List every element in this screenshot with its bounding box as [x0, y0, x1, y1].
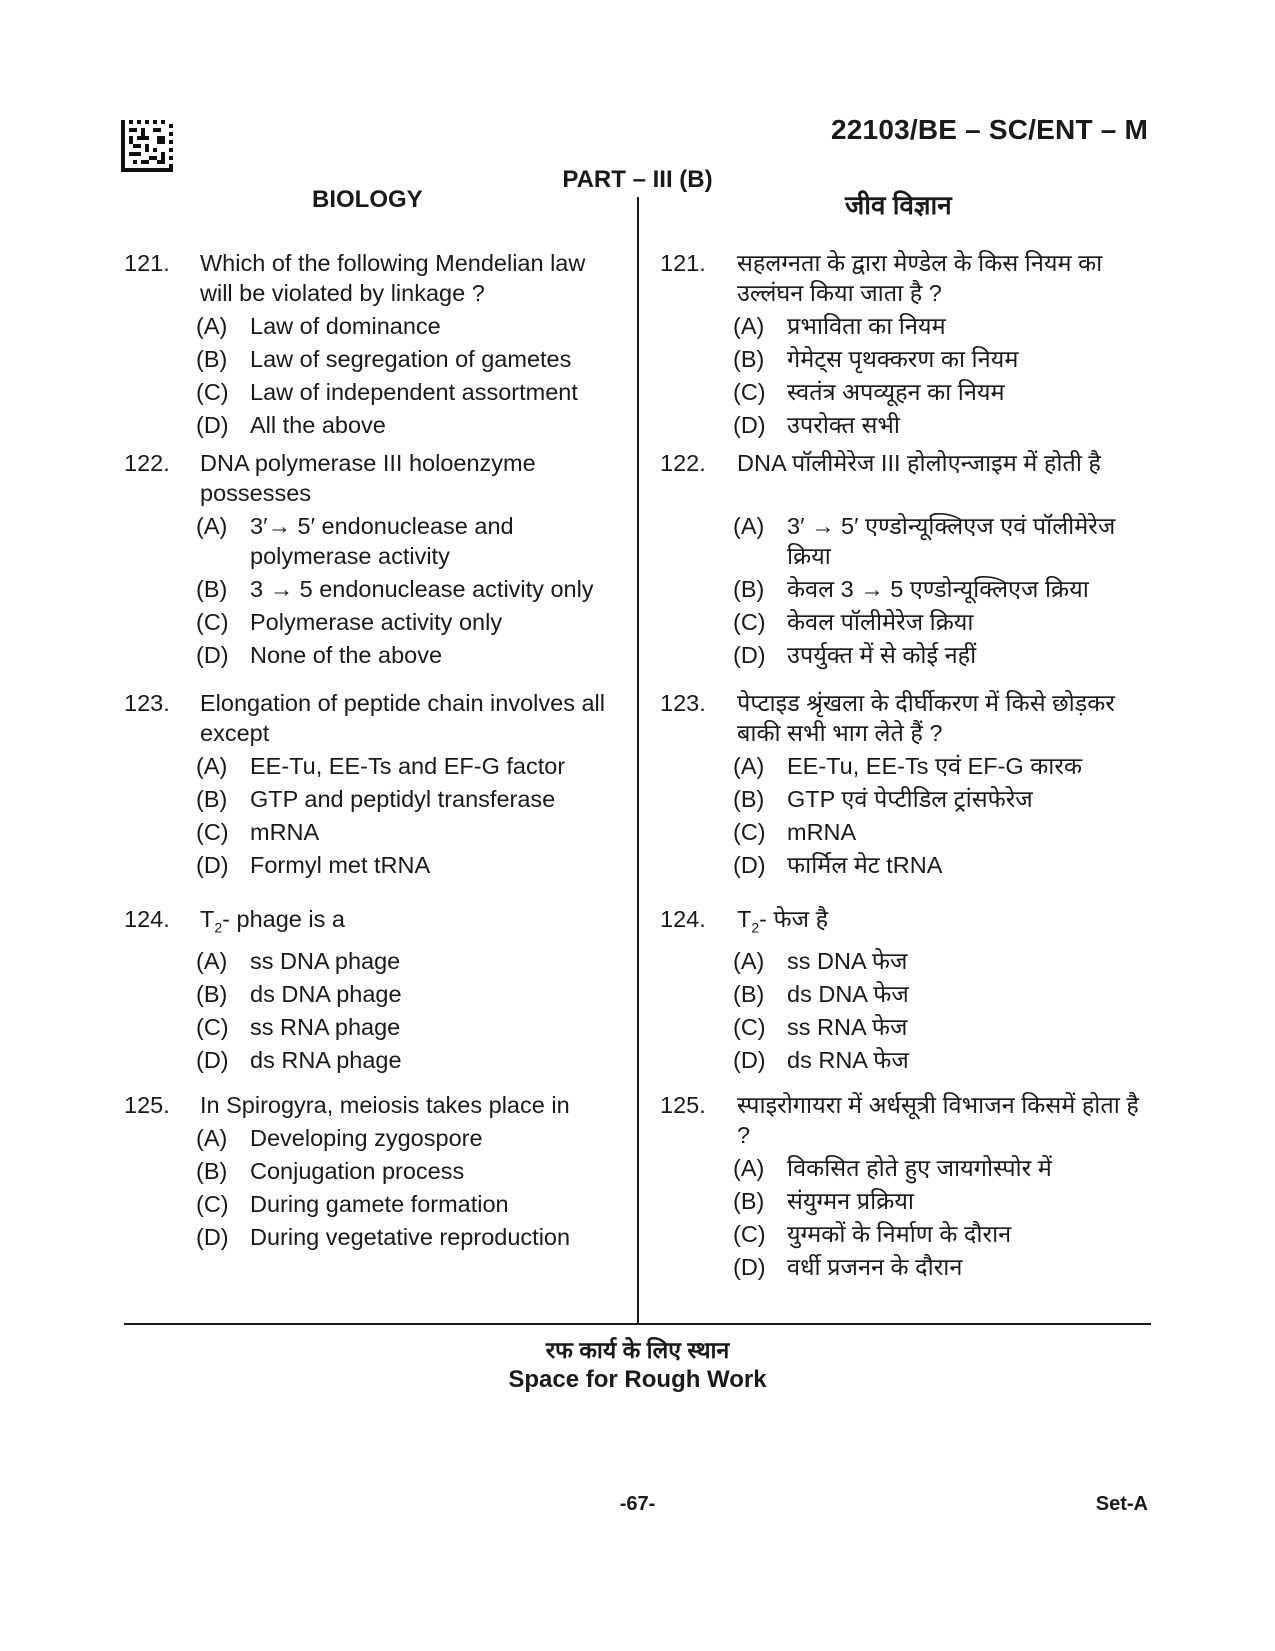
- question-122-hi: [660, 448, 1150, 670]
- question-121-hi: [660, 248, 1150, 440]
- question-stem: Elongation of peptide chain involves all except: [200, 690, 605, 746]
- question-number: 122.: [660, 450, 706, 476]
- bottom-divider: [124, 1323, 1151, 1325]
- option-label: (A): [196, 313, 228, 339]
- qr-code: [121, 120, 173, 172]
- option-text: ss DNA phage: [250, 947, 401, 974]
- option-text: Law of segregation of gametes: [250, 346, 572, 372]
- rough-work-label-hi: रफ कार्य के लिए स्थान: [545, 1337, 730, 1363]
- set-label: Set-A: [1095, 1493, 1148, 1515]
- option-text: 3 → 5 endonuclease activity only: [250, 576, 594, 602]
- question-121-en: [124, 248, 614, 440]
- option-label: (D): [733, 642, 766, 668]
- option-label: (A): [196, 1125, 228, 1151]
- option-label: (A): [196, 513, 228, 539]
- option-text: Developing zygospore: [250, 1125, 483, 1151]
- question-number: 121.: [124, 250, 170, 276]
- option-text: Polymerase activity only: [250, 609, 503, 635]
- option-label: (C): [733, 379, 766, 405]
- option-label: (B): [733, 576, 765, 602]
- option-text: विकसित होते हुए जायगोस्पोर में: [787, 1155, 1052, 1181]
- option-text: 3′→ 5′ endonuclease and polymerase activity: [250, 513, 514, 569]
- option-text: युग्मकों के निर्माण के दौरान: [787, 1221, 1012, 1247]
- option-label: (C): [196, 819, 229, 845]
- option-label: (B): [196, 1158, 228, 1184]
- option-label: (A): [733, 947, 765, 974]
- rough-work-label-en: Space for Rough Work: [508, 1366, 767, 1393]
- option-text: केवल 3 → 5 एण्डोन्यूक्लिएज क्रिया: [787, 576, 1089, 602]
- option-text: उपर्युक्त में से कोई नहीं: [787, 642, 977, 668]
- option-label: (D): [196, 412, 229, 438]
- option-text: गेमेट्स पृथक्करण का नियम: [787, 346, 1019, 372]
- option-label: (C): [733, 1013, 766, 1040]
- option-label: (C): [196, 379, 229, 405]
- option-label: (D): [196, 642, 229, 668]
- question-stem-suffix: - phage is a: [222, 906, 345, 932]
- question-124-en: [124, 904, 614, 1075]
- part-title: PART – III (B): [562, 166, 713, 193]
- option-text: केवल पॉलीमेरेज क्रिया: [787, 609, 974, 635]
- option-text: ds DNA phage: [250, 980, 402, 1007]
- question-stem-prefix: T: [200, 906, 215, 932]
- option-text: ds RNA फेज: [787, 1046, 909, 1073]
- question-number: 124.: [124, 906, 170, 932]
- option-label: (A): [733, 753, 765, 779]
- option-text: mRNA: [787, 819, 857, 845]
- question-number: 124.: [660, 906, 706, 932]
- option-label: (B): [196, 346, 228, 372]
- option-label: (B): [733, 786, 765, 812]
- question-stem: पेप्टाइड श्रृंखला के दीर्घीकरण में किसे छोड़कर बाकी सभी भाग लेते हैं ?: [737, 690, 1115, 746]
- option-label: (C): [196, 1013, 229, 1040]
- option-text: GTP and peptidyl transferase: [250, 786, 556, 812]
- column-divider: [637, 197, 639, 1323]
- option-label: (B): [733, 980, 765, 1007]
- option-text: फार्मिल मेट tRNA: [787, 852, 943, 878]
- option-label: (C): [733, 1221, 766, 1247]
- question-stem: DNA polymerase III holoenzyme possesses: [200, 450, 536, 506]
- option-text: Conjugation process: [250, 1158, 465, 1184]
- option-text: Law of dominance: [250, 313, 441, 339]
- question-stem: In Spirogyra, meiosis takes place in: [200, 1092, 570, 1118]
- question-123-hi: [660, 688, 1150, 880]
- question-number: 123.: [124, 690, 170, 716]
- option-text: mRNA: [250, 819, 320, 845]
- option-label: (A): [196, 753, 228, 779]
- option-label: (D): [733, 1254, 766, 1280]
- option-text: वर्धी प्रजनन के दौरान: [787, 1254, 963, 1280]
- option-text: Formyl met tRNA: [250, 852, 431, 878]
- option-label: (C): [733, 609, 766, 635]
- question-stem-subscript: 2: [751, 919, 760, 936]
- option-label: (C): [196, 1191, 229, 1217]
- option-text: GTP एवं पेप्टीडिल ट्रांसफेरेज: [787, 786, 1033, 812]
- option-text: ss RNA फेज: [787, 1013, 908, 1040]
- question-125-hi: [660, 1090, 1150, 1282]
- option-text: EE-Tu, EE-Ts एवं EF-G कारक: [787, 753, 1083, 779]
- option-label: (B): [196, 980, 228, 1007]
- option-text: स्वतंत्र अपव्यूहन का नियम: [787, 379, 1005, 405]
- question-stem-subscript: 2: [214, 919, 223, 936]
- question-125-en: [124, 1090, 614, 1252]
- option-label: (D): [196, 852, 229, 878]
- option-text: ss DNA फेज: [787, 947, 908, 974]
- question-stem-suffix: - फेज है: [759, 906, 829, 932]
- option-text: During gamete formation: [250, 1191, 509, 1217]
- option-text: None of the above: [250, 642, 443, 668]
- option-text: All the above: [250, 412, 386, 438]
- subject-heading-hi: जीव विज्ञान: [845, 190, 952, 220]
- question-123-en: [124, 688, 614, 880]
- option-label: (A): [733, 1155, 765, 1181]
- option-label: (D): [196, 1224, 229, 1250]
- option-text: During vegetative reproduction: [250, 1224, 571, 1250]
- option-text: ss RNA phage: [250, 1013, 401, 1040]
- page-number: -67-: [619, 1493, 656, 1515]
- question-number: 123.: [660, 690, 706, 716]
- option-text: प्रभाविता का नियम: [787, 313, 946, 339]
- question-122-en: [124, 448, 614, 670]
- option-label: (D): [733, 412, 766, 438]
- question-number: 125.: [660, 1092, 706, 1118]
- question-124-hi: [660, 904, 1150, 1075]
- option-text: उपरोक्त सभी: [787, 412, 900, 438]
- option-label: (D): [733, 1046, 766, 1073]
- option-label: (B): [196, 786, 228, 812]
- question-stem-prefix: T: [737, 906, 752, 932]
- option-label: (D): [196, 1046, 229, 1073]
- option-label: (B): [733, 1188, 765, 1214]
- option-text: संयुग्मन प्रक्रिया: [787, 1188, 914, 1214]
- question-number: 121.: [660, 250, 706, 276]
- option-text: 3′ → 5′ एण्डोन्यूक्लिएज एवं पॉलीमेरेज क्रिया: [787, 513, 1116, 569]
- option-label: (A): [733, 513, 765, 539]
- question-stem: स्पाइरोगायरा में अर्धसूत्री विभाजन किसमें होता है ?: [737, 1092, 1139, 1148]
- option-label: (B): [196, 576, 228, 602]
- paper-code: 22103/BE – SC/ENT – M: [831, 114, 1148, 145]
- option-text: ds RNA phage: [250, 1046, 402, 1073]
- option-text: Law of independent assortment: [250, 379, 578, 405]
- option-text: ds DNA फेज: [787, 980, 909, 1007]
- question-number: 122.: [124, 450, 170, 476]
- question-number: 125.: [124, 1092, 170, 1118]
- subject-heading-en: BIOLOGY: [312, 186, 423, 213]
- option-text: EE-Tu, EE-Ts and EF-G factor: [250, 753, 566, 779]
- option-label: (C): [196, 609, 229, 635]
- question-stem: सहलग्नता के द्वारा मेण्डेल के किस नियम का उल्लंघन किया जाता है ?: [737, 250, 1103, 306]
- option-label: (D): [733, 852, 766, 878]
- option-label: (A): [196, 947, 228, 974]
- option-label: (C): [733, 819, 766, 845]
- option-label: (A): [733, 313, 765, 339]
- question-stem: Which of the following Mendelian law will be violated by linkage ?: [200, 250, 586, 306]
- question-stem: DNA पॉलीमेरेज III होलोएन्जाइम में होती है: [737, 450, 1101, 476]
- option-label: (B): [733, 346, 765, 372]
